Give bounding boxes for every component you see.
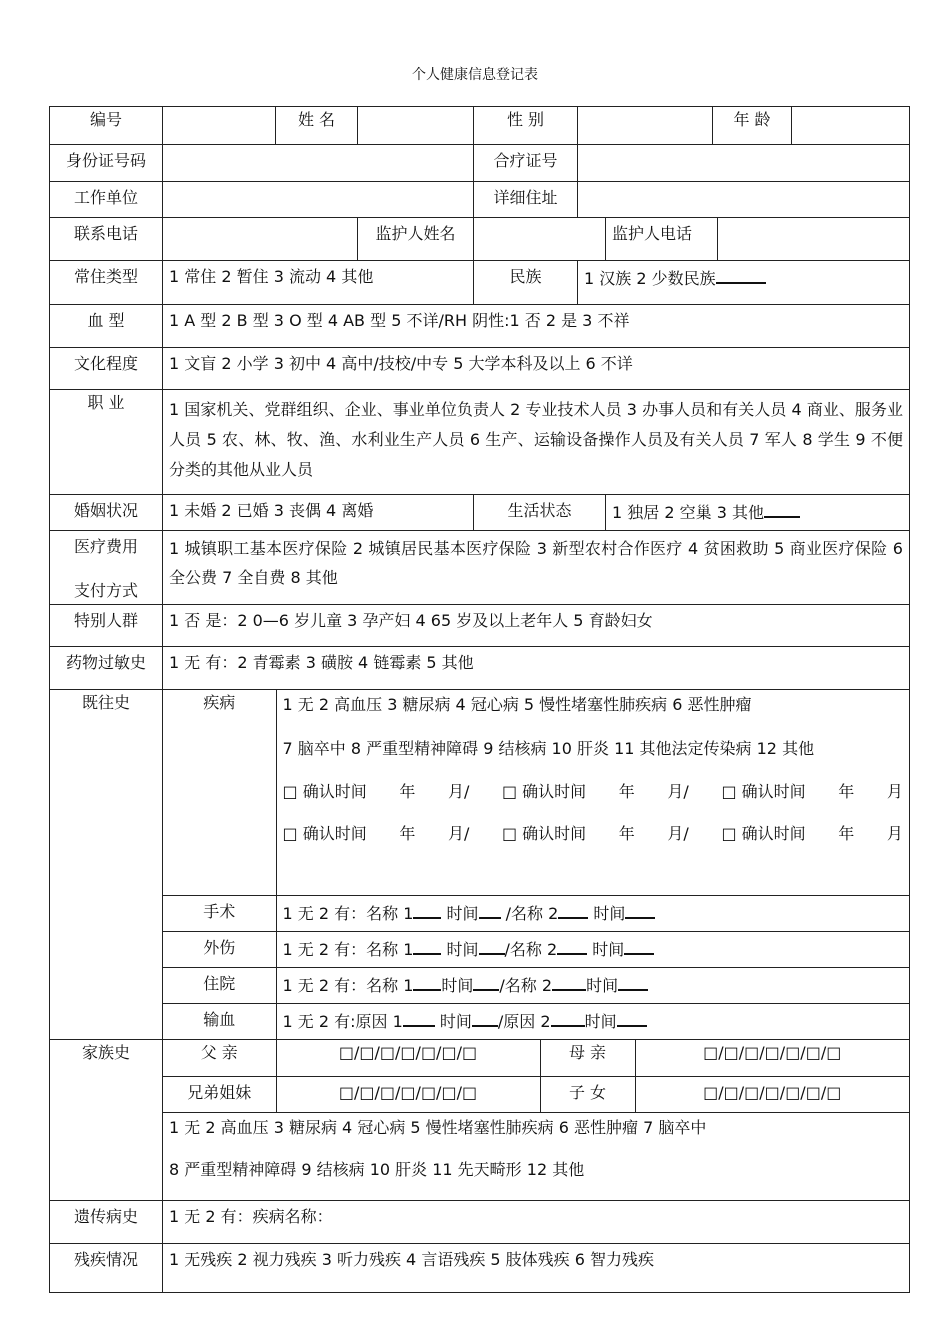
label-idcard: 身份证号码 — [50, 145, 163, 182]
field-age[interactable] — [792, 107, 910, 145]
label-phone: 联系电话 — [50, 218, 163, 261]
label-sex: 性 别 — [474, 107, 578, 145]
family-subtable — [163, 1040, 909, 1200]
transfusion-time2-blank[interactable] — [617, 1007, 647, 1027]
family-options-2: 8 严重型精神障碍 9 结核病 10 肝炎 11 先天畸形 12 其他 — [169, 1159, 585, 1179]
confirm-times-1 — [283, 779, 904, 805]
label-disability: 残疾情况 — [50, 1244, 163, 1293]
confirm-year: 年 — [618, 824, 635, 843]
row-payment — [50, 531, 910, 605]
label-name: 姓 名 — [276, 107, 358, 145]
label-guardian-phone: 监护人电话 — [606, 218, 718, 261]
value-genetic: 1 无 2 有：疾病名称： — [163, 1201, 910, 1244]
transfusion-reason1-blank[interactable] — [403, 1007, 435, 1027]
label-addr: 详细住址 — [474, 182, 578, 218]
label-payment — [50, 531, 163, 605]
label-marital: 婚姻状况 — [50, 495, 163, 531]
label-residence: 常住类型 — [50, 261, 163, 305]
value-blood: 1 A 型 2 B 型 3 O 型 4 AB 型 5 不详/RH 阴性:1 否 2 是 3 不祥 — [163, 305, 910, 348]
confirm-year: 年 — [838, 824, 855, 843]
history-transfusion-row — [163, 1003, 909, 1039]
row-history — [50, 690, 910, 1040]
history-subtable — [163, 690, 909, 1039]
value-marital: 1 未婚 2 已婚 3 丧偶 4 离婚 — [163, 495, 474, 531]
surgery-name2-blank[interactable] — [558, 899, 588, 919]
label-nation: 民族 — [474, 261, 578, 305]
value-payment: 1 城镇职工基本医疗保险 2 城镇居民基本医疗保险 3 新型农村合作医疗 4 贫困救助 5 商业医疗保险 6 全公费 7 全自费 8 其他 — [163, 531, 910, 605]
row-special — [50, 605, 910, 647]
confirm-month: 月/ — [447, 782, 470, 801]
history-disease-row — [163, 690, 909, 895]
confirm-year: 年 — [399, 782, 416, 801]
label-payment-line1: 医疗费用 — [73, 537, 138, 556]
value-occupation: 1 国家机关、党群组织、企业、事业单位负责人 2 专业技术人员 3 办事人员和有关人员 4 商业、服务业人员 5 农、林、牧、渔、水利业生产人员 6 生产、运输设备操作人员及有关人员 7 军人 8 学生 9 不便分类的其他从业人员 — [163, 390, 910, 495]
confirm-year: 年 — [618, 782, 635, 801]
label-work: 工作单位 — [50, 182, 163, 218]
label-coop: 合疗证号 — [474, 145, 578, 182]
value-special: 1 否 是：2 0—6 岁儿童 3 孕产妇 4 65 岁及以上老年人 5 育龄妇女 — [163, 605, 910, 647]
label-occupation: 职 业 — [50, 390, 163, 495]
value-surgery — [276, 895, 909, 931]
label-trauma: 外伤 — [163, 931, 276, 967]
family-row-parents — [163, 1040, 909, 1076]
confirm-item[interactable]: □ 确认时间 — [501, 824, 587, 843]
value-education: 1 文盲 2 小学 3 初中 4 高中/技校/中专 5 大学本科及以上 6 不详 — [163, 348, 910, 390]
label-siblings: 兄弟姐妹 — [163, 1076, 276, 1112]
label-father: 父 亲 — [163, 1040, 276, 1076]
value-disease — [276, 690, 909, 895]
surgery-time1-blank[interactable] — [479, 899, 501, 919]
label-transfusion: 输血 — [163, 1003, 276, 1039]
family-options-1: 1 无 2 高血压 3 糖尿病 4 冠心病 5 慢性堵塞性肺疾病 6 恶性肿瘤 7 脑卒中 — [169, 1117, 707, 1137]
value-nation — [578, 261, 910, 305]
trauma-name1-blank[interactable] — [413, 935, 441, 955]
field-guardian[interactable] — [474, 218, 606, 261]
value-disability: 1 无残疾 2 视力残疾 3 听力残疾 4 言语残疾 5 肢体残疾 6 智力残疾 — [163, 1244, 910, 1293]
label-hospital: 住院 — [163, 967, 276, 1003]
row-genetic — [50, 1201, 910, 1244]
confirm-item[interactable]: □ 确认时间 — [282, 782, 367, 801]
confirm-month: 月 — [886, 782, 903, 801]
label-special: 特别人群 — [50, 605, 163, 647]
hospital-time1-blank[interactable] — [473, 971, 499, 991]
row-idcard — [50, 145, 910, 182]
trauma-time-label: 时间 — [446, 939, 479, 959]
surgery-name1-blank[interactable] — [413, 899, 441, 919]
row-occupation — [50, 390, 910, 495]
confirm-item[interactable]: □ 确认时间 — [282, 824, 367, 843]
transfusion-time1-blank[interactable] — [472, 1007, 498, 1027]
label-genetic: 遗传病史 — [50, 1201, 163, 1244]
hospital-name2-label: /名称 2 — [499, 975, 553, 995]
surgery-text-1: 1 无 2 有：名称 1 — [282, 903, 414, 923]
health-registration-form — [49, 106, 910, 1293]
label-payment-line2: 支付方式 — [73, 581, 138, 600]
label-mother: 母 亲 — [540, 1040, 635, 1076]
field-id[interactable] — [163, 107, 276, 145]
row-disability — [50, 1244, 910, 1293]
trauma-time2-label: 时间 — [592, 939, 625, 959]
surgery-time2-label: 时间 — [593, 903, 626, 923]
family-block — [163, 1040, 910, 1201]
label-surgery: 手术 — [163, 895, 276, 931]
history-hospital-row — [163, 967, 909, 1003]
transfusion-time-label: 时间 — [439, 1011, 472, 1031]
row-residence — [50, 261, 910, 305]
history-trauma-row — [163, 931, 909, 967]
children-boxes[interactable]: □/□/□/□/□/□/□ — [635, 1076, 909, 1112]
confirm-month: 月/ — [447, 824, 470, 843]
label-allergy: 药物过敏史 — [50, 647, 163, 690]
transfusion-reason2-blank[interactable] — [551, 1007, 585, 1027]
label-children: 子 女 — [540, 1076, 635, 1112]
father-boxes[interactable]: □/□/□/□/□/□/□ — [276, 1040, 540, 1076]
confirm-month: 月/ — [667, 824, 689, 843]
confirm-month: 月 — [886, 824, 903, 843]
transfusion-time2-label: 时间 — [584, 1011, 617, 1031]
label-living: 生活状态 — [474, 495, 606, 531]
label-history: 既往史 — [50, 690, 163, 1040]
field-idcard[interactable] — [163, 145, 474, 182]
label-disease: 疾病 — [163, 690, 276, 895]
value-allergy: 1 无 有：2 青霉素 3 磺胺 4 链霉素 5 其他 — [163, 647, 910, 690]
surgery-name2-label: /名称 2 — [505, 903, 559, 923]
label-id: 编号 — [50, 107, 163, 145]
value-residence: 1 常住 2 暂住 3 流动 4 其他 — [163, 261, 474, 305]
row-marital — [50, 495, 910, 531]
value-living — [606, 495, 910, 531]
siblings-boxes[interactable]: □/□/□/□/□/□/□ — [276, 1076, 540, 1112]
label-guardian: 监护人姓名 — [358, 218, 474, 261]
confirm-item[interactable]: □ 确认时间 — [501, 782, 587, 801]
label-family: 家族史 — [50, 1040, 163, 1201]
field-addr[interactable] — [578, 182, 910, 218]
hospital-name2-blank[interactable] — [552, 971, 586, 991]
row-work — [50, 182, 910, 218]
trauma-name2-blank[interactable] — [557, 935, 587, 955]
transfusion-reason2-label: /原因 2 — [497, 1011, 551, 1031]
confirm-year: 年 — [838, 782, 855, 801]
label-blood: 血 型 — [50, 305, 163, 348]
disease-options-2: 7 脑卒中 8 严重型精神障碍 9 结核病 10 肝炎 11 其他法定传染病 12 其他 — [282, 739, 815, 758]
row-phone — [50, 218, 910, 261]
row-basic — [50, 107, 910, 145]
confirm-year: 年 — [399, 824, 416, 843]
history-block — [163, 690, 910, 1040]
field-work[interactable] — [163, 182, 474, 218]
label-age: 年 龄 — [713, 107, 792, 145]
nation-options: 1 汉族 2 少数民族 — [584, 269, 716, 288]
nation-blank[interactable] — [716, 264, 766, 284]
form-title: 个人健康信息登记表 — [412, 67, 538, 83]
hospital-time2-label: 时间 — [586, 975, 619, 995]
trauma-time2-blank[interactable] — [624, 935, 654, 955]
field-sex[interactable] — [578, 107, 713, 145]
field-name[interactable] — [358, 107, 474, 145]
trauma-name2-label: /名称 2 — [504, 939, 558, 959]
row-family — [50, 1040, 910, 1201]
field-guardian-phone[interactable] — [718, 218, 910, 261]
value-transfusion — [276, 1003, 909, 1039]
confirm-item[interactable]: □ 确认时间 — [721, 824, 806, 843]
disease-options-1: 1 无 2 高血压 3 糖尿病 4 冠心病 5 慢性堵塞性肺疾病 6 恶性肿瘤 — [282, 695, 752, 714]
value-hospital — [276, 967, 909, 1003]
hospital-text-1: 1 无 2 有：名称 1 — [282, 975, 414, 995]
field-phone[interactable] — [163, 218, 358, 261]
surgery-time-label: 时间 — [446, 903, 479, 923]
family-row-diseases — [163, 1112, 909, 1200]
family-row-siblings — [163, 1076, 909, 1112]
confirm-item[interactable]: □ 确认时间 — [721, 782, 806, 801]
living-blank[interactable] — [764, 498, 800, 518]
field-coop[interactable] — [578, 145, 910, 182]
trauma-time1-blank[interactable] — [479, 935, 505, 955]
confirm-times-2 — [283, 821, 904, 847]
transfusion-text-1: 1 无 2 有:原因 1 — [282, 1011, 403, 1031]
row-education — [50, 348, 910, 390]
value-trauma — [276, 931, 909, 967]
mother-boxes[interactable]: □/□/□/□/□/□/□ — [635, 1040, 909, 1076]
history-surgery-row — [163, 895, 909, 931]
family-disease-options — [163, 1112, 909, 1200]
row-blood — [50, 305, 910, 348]
label-education: 文化程度 — [50, 348, 163, 390]
hospital-time2-blank[interactable] — [618, 971, 648, 991]
confirm-month: 月/ — [667, 782, 689, 801]
living-options: 1 独居 2 空巢 3 其他 — [612, 503, 764, 522]
hospital-time-label: 时间 — [441, 975, 474, 995]
trauma-text-1: 1 无 2 有：名称 1 — [282, 939, 414, 959]
row-allergy — [50, 647, 910, 690]
surgery-time2-blank[interactable] — [625, 899, 655, 919]
hospital-name1-blank[interactable] — [413, 971, 441, 991]
